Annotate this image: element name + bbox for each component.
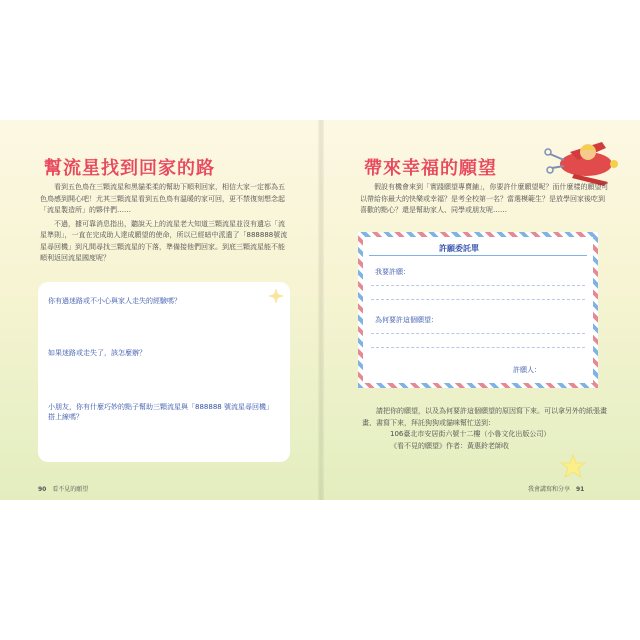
book-gutter xyxy=(318,120,324,500)
question-2: 如果迷路或走失了，該怎麼辦？ xyxy=(48,349,146,357)
wish-line-2 xyxy=(371,299,585,300)
question-3: 小朋友，你有什麼巧妙的點子幫助三顆流星與「888888 號流星尋回機」搭上線嗎？ xyxy=(48,403,273,421)
wish-line-1 xyxy=(371,285,585,286)
left-intro-text xyxy=(40,182,290,265)
right-footer-title: 我會講寫和分享 xyxy=(528,486,571,493)
question-card xyxy=(38,282,290,462)
left-paragraph-1: 看到五色鳥在三顆流星和黑貓柔柔的幫助下順利回家，相信大家一定都為五色鳥感到開心吧！尤其三顆流星看到五色鳥有溫暖的家可回，更不禁復刻想念起「流星製造所」的夥伴們…… xyxy=(40,183,285,214)
instructions-paragraph: 請把你的願望，以及為何要許這個願望的原因寫下來。可以拿另外的紙張畫畫、書寫下來，拜託狗狗或貓咪幫忙送到： xyxy=(362,407,607,427)
card-sparkles xyxy=(38,282,290,462)
left-page-title: 幫流星找到回家的路 xyxy=(44,158,215,179)
left-footer xyxy=(34,484,88,493)
right-footer xyxy=(528,484,588,493)
address-line-2: 《看不見的願望》作者：黃惠鈴老師收 xyxy=(390,441,509,450)
signer-label: 許願人： xyxy=(513,366,541,374)
star-icon xyxy=(560,454,586,478)
instructions-text xyxy=(362,406,612,452)
right-page-title: 帶來幸福的願望 xyxy=(364,158,497,179)
address-line-1: 106臺北市安居街六號十二樓（小魯文化出版公司） xyxy=(390,430,551,438)
right-paragraph-1: 假設有機會來到「實踐願望專賣鋪」，你要許什麼願望呢？而什麼樣的願望可以帶給你最大的快樂或幸福？是考全校第一名？當選模範生？是放學回家後吃到喜歡的點心？還是幫助家人、同學或朋友呢…… xyxy=(360,183,609,214)
reason-label: 為何要許這個願望： xyxy=(375,316,438,324)
question-1: 你有過迷路或不小心與家人走失的經驗嗎？ xyxy=(48,297,181,305)
wish-form xyxy=(358,232,598,388)
left-paragraph-2: 不過，據可靠消息指出，聽說天上的流星老大知道三顆流星並沒有遺忘「流星準則」，一直在完成助人達成願望的使命，所以已經暗中派遣了「888888號流星尋回機」到凡間尋找三顆流星的下落，準備接他們回家。到底三顆流星能不能順利返回流星國度呢？ xyxy=(40,219,288,262)
my-wish-label: 我要許願： xyxy=(375,268,410,276)
reason-line-2 xyxy=(371,347,585,348)
right-page-number: 91 xyxy=(575,486,585,493)
right-intro-text xyxy=(360,182,610,217)
wish-form-title: 許願委託單 xyxy=(439,244,479,253)
book-spread xyxy=(0,120,640,500)
reason-line-1 xyxy=(371,333,585,334)
left-page-number: 90 xyxy=(38,486,47,493)
left-footer-title: 看不見的願望 xyxy=(52,486,89,493)
form-divider xyxy=(369,255,587,256)
